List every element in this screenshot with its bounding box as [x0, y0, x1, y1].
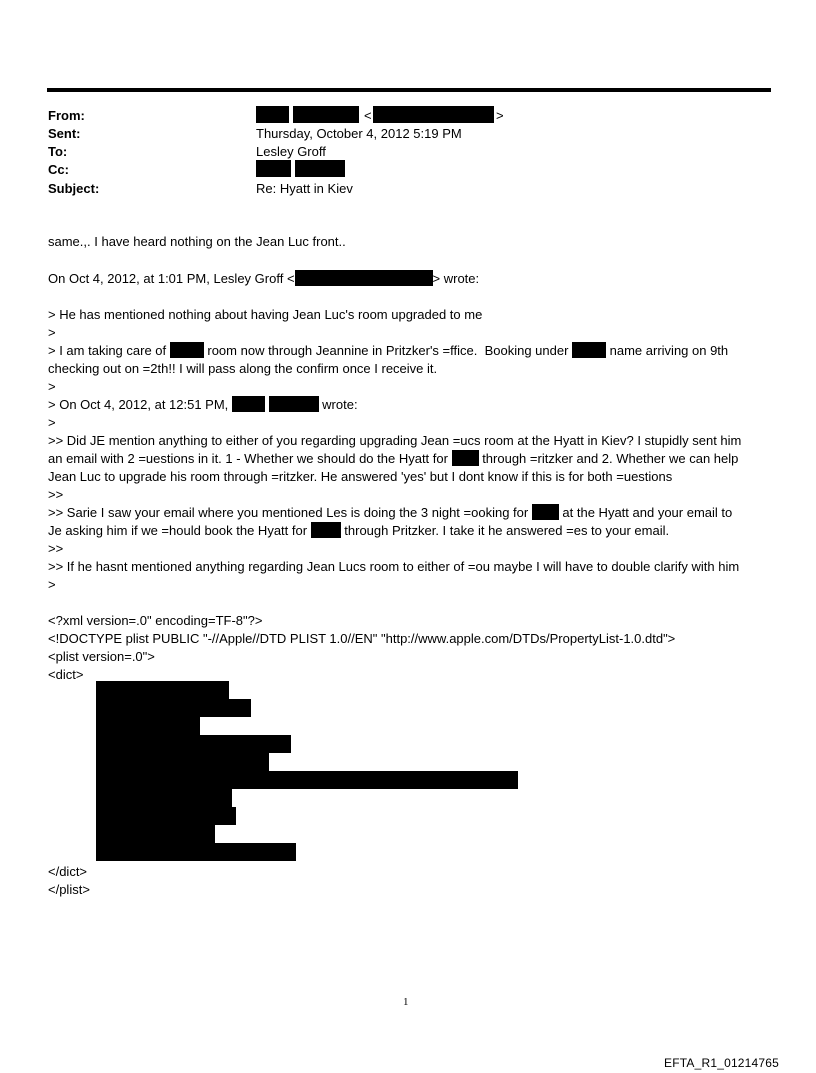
- body-line: checking out on =2th!! I will pass along the confirm once I receive it.: [48, 361, 438, 376]
- to-value: Lesley Groff: [256, 144, 326, 159]
- redaction-from-last-name: [293, 106, 359, 123]
- text-segment: > wrote:: [432, 271, 480, 286]
- from-label: From:: [48, 108, 85, 123]
- page-number: 1: [403, 996, 409, 1008]
- text-segment: > On Oct 4, 2012, at 12:51 PM,: [48, 397, 232, 412]
- header-rule: [47, 88, 771, 92]
- redaction-dict-entry: [96, 717, 200, 735]
- cc-label: Cc:: [48, 162, 69, 177]
- xml-line: <!DOCTYPE plist PUBLIC "-//Apple//DTD PLIST 1.0//EN" "http://www.apple.com/DTDs/PropertyList-1.0.dtd">: [48, 631, 676, 646]
- redaction-name: [311, 522, 341, 538]
- body-line: >>: [48, 541, 64, 556]
- text-segment: at the Hyatt and your email to: [558, 505, 733, 520]
- from-lt: <: [364, 108, 372, 123]
- redaction-dict-entry: [96, 681, 229, 699]
- text-segment: Je asking him if we =hould book the Hyatt for: [48, 523, 311, 538]
- redaction-dict-entry: [96, 789, 232, 807]
- xml-line: <dict>: [48, 667, 84, 682]
- body-line: >> If he hasnt mentioned anything regarding Jean Lucs room to either of =ou maybe I will have to double clarify with him: [48, 559, 740, 574]
- text-segment: wrote:: [318, 397, 358, 412]
- redaction-name: [232, 396, 265, 412]
- redaction-dict-entry: [96, 825, 215, 843]
- text-segment: room now through Jeannine in Pritzker's =ffice. Booking under: [203, 343, 573, 358]
- redaction-email: [295, 270, 433, 286]
- body-line: [48, 504, 732, 521]
- body-line: [48, 342, 728, 359]
- body-line: >: [48, 325, 56, 340]
- redaction-cc-second: [295, 160, 345, 177]
- text-segment: > I am taking care of: [48, 343, 170, 358]
- xml-line: <?xml version=.0" encoding=TF-8"?>: [48, 613, 263, 628]
- to-label: To:: [48, 144, 68, 159]
- text-segment: >> Sarie I saw your email where you mentioned Les is doing the 3 night =ooking for: [48, 505, 532, 520]
- redaction-cc-first: [256, 160, 291, 177]
- xml-line: </dict>: [48, 864, 88, 879]
- subject-value: Re: Hyatt in Kiev: [256, 181, 353, 196]
- body-line: [48, 396, 358, 413]
- xml-line: <plist version=.0">: [48, 649, 155, 664]
- body-line: [48, 450, 738, 467]
- body-line: >: [48, 379, 56, 394]
- body-line: > He has mentioned nothing about having Jean Luc's room upgraded to me: [48, 307, 483, 322]
- redaction-dict-entry: [96, 735, 291, 753]
- body-line-quote-header: [48, 270, 479, 287]
- text-segment: name arriving on 9th: [606, 343, 729, 358]
- redaction-from-first-name: [256, 106, 289, 123]
- redaction-dict-entry: [96, 753, 269, 771]
- from-gt: >: [496, 108, 504, 123]
- sent-value: Thursday, October 4, 2012 5:19 PM: [256, 126, 462, 141]
- redaction-dict-entry: [96, 699, 251, 717]
- redaction-name: [572, 342, 606, 358]
- body-line: Jean Luc to upgrade his room through =ritzker. He answered 'yes' but I dont know if this is for both =uestions: [48, 469, 673, 484]
- redaction-from-email: [373, 106, 494, 123]
- redaction-name: [532, 504, 559, 520]
- body-line: >> Did JE mention anything to either of you regarding upgrading Jean =ucs room at the Hyatt in Kiev? I stupidly sent him: [48, 433, 742, 448]
- sent-label: Sent:: [48, 126, 81, 141]
- body-line: [48, 522, 669, 539]
- redaction-dict-entry: [96, 771, 518, 789]
- body-line: same.,. I have heard nothing on the Jean Luc front..: [48, 234, 346, 249]
- document-id: EFTA_R1_01214765: [664, 1056, 780, 1070]
- subject-label: Subject:: [48, 181, 100, 196]
- redaction-dict-entry: [96, 807, 236, 825]
- body-line: >: [48, 577, 56, 592]
- text-segment: an email with 2 =uestions in it. 1 - Whether we should do the Hyatt for: [48, 451, 452, 466]
- redaction-dict-entry: [96, 843, 296, 861]
- redaction-name: [452, 450, 479, 466]
- body-line: >: [48, 415, 56, 430]
- xml-line: </plist>: [48, 882, 90, 897]
- redaction-name: [269, 396, 319, 412]
- redaction-name: [170, 342, 204, 358]
- text-segment: through Pritzker. I take it he answered =es to your email.: [340, 523, 670, 538]
- body-line: >>: [48, 487, 64, 502]
- text-segment: On Oct 4, 2012, at 1:01 PM, Lesley Groff <: [48, 271, 295, 286]
- text-segment: through =ritzker and 2. Whether we can help: [478, 451, 739, 466]
